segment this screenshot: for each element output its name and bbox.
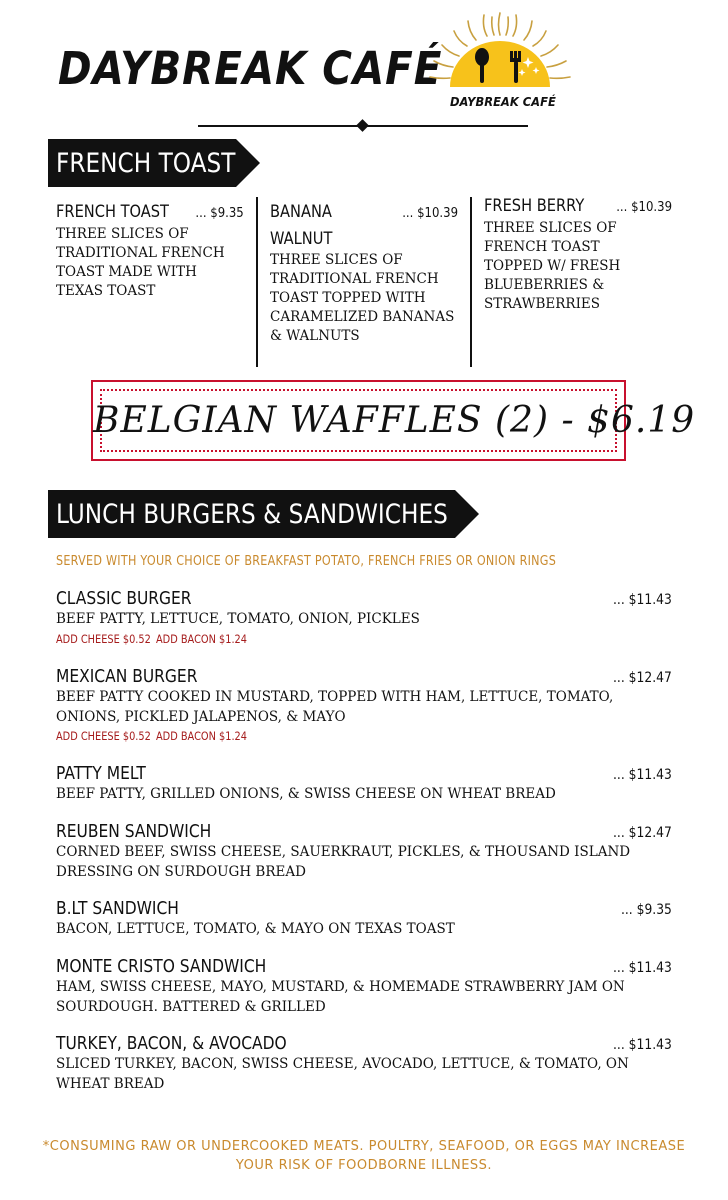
menu-item-description: BEEF PATTY COOKED IN MUSTARD, TOPPED WITH HAM, LETTUCE, TOMATO, ONIONS, PICKLED JALAPENOS, & MAYO xyxy=(56,689,614,725)
addon-cheese: ADD CHEESE $0.52 xyxy=(56,632,151,646)
logo-text: DAYBREAK CAFÉ xyxy=(450,94,556,109)
section-heading: LUNCH BURGERS & SANDWICHES xyxy=(56,499,448,530)
banner-arrow xyxy=(455,490,479,538)
menu-item-name: MEXICAN BURGER xyxy=(56,666,198,687)
menu-item-name: CLASSIC BURGER xyxy=(56,588,192,609)
menu-item-description: THREE SLICES OF TRADITIONAL FRENCH TOAST MADE WITH TEXAS TOAST xyxy=(56,226,225,299)
menu-item-name: BANANA xyxy=(270,202,332,222)
menu-item-name: PATTY MELT xyxy=(56,763,146,784)
menu-item-description: BEEF PATTY, GRILLED ONIONS, & SWISS CHEESE ON WHEAT BREAD xyxy=(56,786,556,802)
menu-item-description: HAM, SWISS CHEESE, MAYO, MUSTARD, & HOMEMADE STRAWBERRY JAM ON SOURDOUGH. BATTERED & GRILLED xyxy=(56,979,625,1015)
column-divider xyxy=(470,197,472,367)
column-divider xyxy=(256,197,258,367)
banner-arrow xyxy=(236,139,260,187)
menu-item-price: ... $10.39 xyxy=(616,200,672,215)
menu-item-price: ... $11.43 xyxy=(613,767,672,783)
menu-item-price: ... $12.47 xyxy=(613,670,672,686)
addon-bacon: ADD BACON $1.24 xyxy=(156,632,248,646)
food-safety-disclaimer: *CONSUMING RAW OR UNDERCOOKED MEATS. POULTRY, SEAFOOD, OR EGGS MAY INCREASE YOUR RISK OF FOODBORNE ILLNESS. xyxy=(42,1139,686,1173)
page-title: DAYBREAK CAFÉ xyxy=(58,42,443,95)
menu-item-description: BEEF PATTY, LETTUCE, TOMATO, ONION, PICKLES xyxy=(56,611,420,627)
menu-item-description: THREE SLICES OF FRENCH TOAST TOPPED W/ FRESH BLUEBERRIES & STRAWBERRIES xyxy=(484,220,621,312)
addon-bacon: ADD BACON $1.24 xyxy=(156,729,248,743)
menu-item-description: BACON, LETTUCE, TOMATO, & MAYO ON TEXAS TOAST xyxy=(56,921,455,937)
menu-item-description: SLICED TURKEY, BACON, SWISS CHEESE, AVOCADO, LETTUCE, & TOMATO, ON WHEAT BREAD xyxy=(56,1056,629,1092)
addon-cheese: ADD CHEESE $0.52 xyxy=(56,729,151,743)
menu-item-price: ... $11.43 xyxy=(613,592,672,608)
menu-item-price: ... $9.35 xyxy=(621,902,672,918)
menu-item-price: ... $11.43 xyxy=(613,960,672,976)
menu-item-name: FRENCH TOAST xyxy=(56,202,169,222)
menu-item-name: MONTE CRISTO SANDWICH xyxy=(56,956,267,977)
menu-item-name: REUBEN SANDWICH xyxy=(56,821,212,842)
waffle-text: BELGIAN WAFFLES (2) - $6.19 xyxy=(93,400,696,441)
lunch-banner xyxy=(48,490,455,538)
menu-item-name: TURKEY, BACON, & AVOCADO xyxy=(56,1033,287,1054)
menu-item-price: ... $9.35 xyxy=(195,206,244,221)
menu-item-description: CORNED BEEF, SWISS CHEESE, SAUERKRAUT, PICKLES, & THOUSAND ISLAND DRESSING ON SURDOUGH BREAD xyxy=(56,844,631,880)
menu-item-price: ... $11.43 xyxy=(613,1037,672,1053)
section-heading: FRENCH TOAST xyxy=(56,148,236,179)
menu-item-name: WALNUT xyxy=(270,229,333,249)
menu-item-name: B.LT SANDWICH xyxy=(56,898,179,919)
logo xyxy=(410,5,590,117)
menu-item-name: FRESH BERRY xyxy=(484,196,585,216)
divider-diamond-icon xyxy=(356,119,369,132)
waffle-callout xyxy=(91,380,696,461)
menu-item-price: ... $12.47 xyxy=(613,825,672,841)
french-toast-banner xyxy=(48,139,236,187)
menu-item-description: THREE SLICES OF TRADITIONAL FRENCH TOAST TOPPED WITH CARAMELIZED BANANAS & WALNUTS xyxy=(270,252,455,344)
menu-item-price: ... $10.39 xyxy=(402,206,458,221)
served-with-note: SERVED WITH YOUR CHOICE OF BREAKFAST POTATO, FRENCH FRIES OR ONION RINGS xyxy=(56,554,557,569)
